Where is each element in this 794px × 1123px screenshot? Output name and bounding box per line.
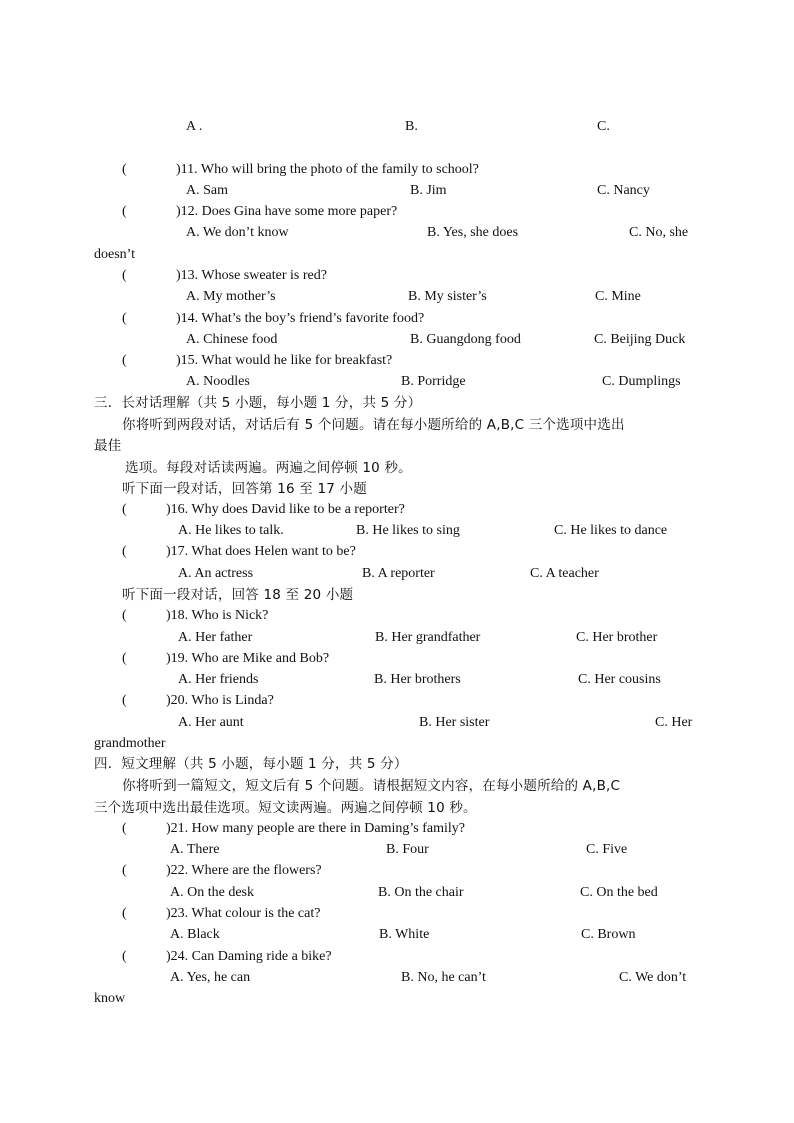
q17-bracket: ( [122, 544, 127, 559]
top-option-c: C. [597, 119, 610, 134]
q20-option-a: A. Her aunt [178, 715, 244, 730]
q13-option-c: C. Mine [595, 289, 641, 304]
q13-option-a: A. My mother’s [186, 289, 276, 304]
q22-option-c: C. On the bed [580, 885, 658, 900]
q15-question: )15. What would he like for breakfast? [176, 353, 393, 368]
section3-instructions-line2: 最佳 [94, 438, 122, 454]
q12-option-b: B. Yes, she does [427, 225, 519, 240]
q17-option-b: B. A reporter [362, 566, 435, 581]
section4-heading: 四．短文理解（共 5 小题，每小题 1 分，共 5 分） [94, 756, 408, 772]
q20-option-b: B. Her sister [419, 715, 490, 730]
q23-question: )23. What colour is the cat? [166, 906, 321, 921]
q24-option-b: B. No, he can’t [401, 970, 486, 985]
q18-option-a: A. Her father [178, 630, 253, 645]
q15-bracket: ( [122, 353, 127, 368]
q11-option-b: B. Jim [410, 183, 447, 198]
section3-heading: 三．长对话理解（共 5 小题，每小题 1 分，共 5 分） [94, 395, 422, 411]
top-option-a: A . [186, 119, 203, 134]
q20-option-c-wrap: grandmother [94, 736, 166, 751]
q13-bracket: ( [122, 268, 127, 283]
q22-question: )22. Where are the flowers? [166, 863, 322, 878]
q18-question: )18. Who is Nick? [166, 608, 269, 623]
q18-bracket: ( [122, 608, 127, 623]
section3-instructions-line1: 你将听到两段对话，对话后有 5 个问题。请在每小题所给的 A,B,C 三个选项中选出 [122, 417, 625, 433]
q22-option-a: A. On the desk [170, 885, 254, 900]
section3-instructions-line3: 选项。每段对话读两遍。两遍之间停顿 10 秒。 [125, 460, 412, 476]
q17-option-c: C. A teacher [530, 566, 599, 581]
q20-option-c: C. Her [655, 715, 693, 730]
q19-question: )19. Who are Mike and Bob? [166, 651, 330, 666]
q18-option-c: C. Her brother [576, 630, 658, 645]
q23-option-b: B. White [379, 927, 430, 942]
section4-instructions-line1: 你将听到一篇短文，短文后有 5 个问题。请根据短文内容，在每小题所给的 A,B,C [122, 778, 621, 794]
q18-option-b: B. Her grandfather [375, 630, 481, 645]
q23-option-a: A. Black [170, 927, 220, 942]
q14-bracket: ( [122, 311, 127, 326]
q22-bracket: ( [122, 863, 127, 878]
q14-option-a: A. Chinese food [186, 332, 278, 347]
top-option-b: B. [405, 119, 418, 134]
q16-option-b: B. He likes to sing [356, 523, 460, 538]
q12-option-c-wrap: doesn’t [94, 247, 135, 262]
q15-option-b: B. Porridge [401, 374, 466, 389]
q15-option-c: C. Dumplings [602, 374, 681, 389]
q21-option-b: B. Four [386, 842, 429, 857]
q13-option-b: B. My sister’s [408, 289, 487, 304]
q11-option-c: C. Nancy [597, 183, 650, 198]
q19-option-a: A. Her friends [178, 672, 259, 687]
q23-option-c: C. Brown [581, 927, 636, 942]
q19-bracket: ( [122, 651, 127, 666]
q24-question: )24. Can Daming ride a bike? [166, 949, 332, 964]
q11-bracket: ( [122, 162, 127, 177]
section3-subheading-2: 听下面一段对话，回答 18 至 20 小题 [122, 587, 354, 603]
q17-question: )17. What does Helen want to be? [166, 544, 356, 559]
q16-option-c: C. He likes to dance [554, 523, 668, 538]
q19-option-c: C. Her cousins [578, 672, 661, 687]
q14-option-b: B. Guangdong food [410, 332, 521, 347]
q14-question: )14. What’s the boy’s friend’s favorite food? [176, 311, 425, 326]
q11-option-a: A. Sam [186, 183, 228, 198]
q11-question: )11. Who will bring the photo of the family to school? [176, 162, 479, 177]
q21-bracket: ( [122, 821, 127, 836]
q21-question: )21. How many people are there in Daming’s family? [166, 821, 465, 836]
q12-bracket: ( [122, 204, 127, 219]
q24-option-c-wrap: know [94, 991, 126, 1006]
q19-option-b: B. Her brothers [374, 672, 461, 687]
section3-subheading-1: 听下面一段对话，回答第 16 至 17 小题 [122, 481, 367, 497]
q14-option-c: C. Beijing Duck [594, 332, 686, 347]
q20-bracket: ( [122, 693, 127, 708]
q16-question: )16. Why does David like to be a reporter? [166, 502, 405, 517]
q22-option-b: B. On the chair [378, 885, 464, 900]
section4-instructions-line2: 三个选项中选出最佳选项。短文读两遍。两遍之间停顿 10 秒。 [94, 800, 477, 816]
q15-option-a: A. Noodles [186, 374, 250, 389]
q23-bracket: ( [122, 906, 127, 921]
q21-option-a: A. There [170, 842, 220, 857]
q20-question: )20. Who is Linda? [166, 693, 274, 708]
q12-option-c: C. No, she [629, 225, 689, 240]
q24-bracket: ( [122, 949, 127, 964]
q16-option-a: A. He likes to talk. [178, 523, 284, 538]
q24-option-c: C. We don’t [619, 970, 687, 985]
q13-question: )13. Whose sweater is red? [176, 268, 327, 283]
q24-option-a: A. Yes, he can [170, 970, 251, 985]
q21-option-c: C. Five [586, 842, 628, 857]
q12-question: )12. Does Gina have some more paper? [176, 204, 398, 219]
q12-option-a: A. We don’t know [186, 225, 289, 240]
q17-option-a: A. An actress [178, 566, 254, 581]
q16-bracket: ( [122, 502, 127, 517]
